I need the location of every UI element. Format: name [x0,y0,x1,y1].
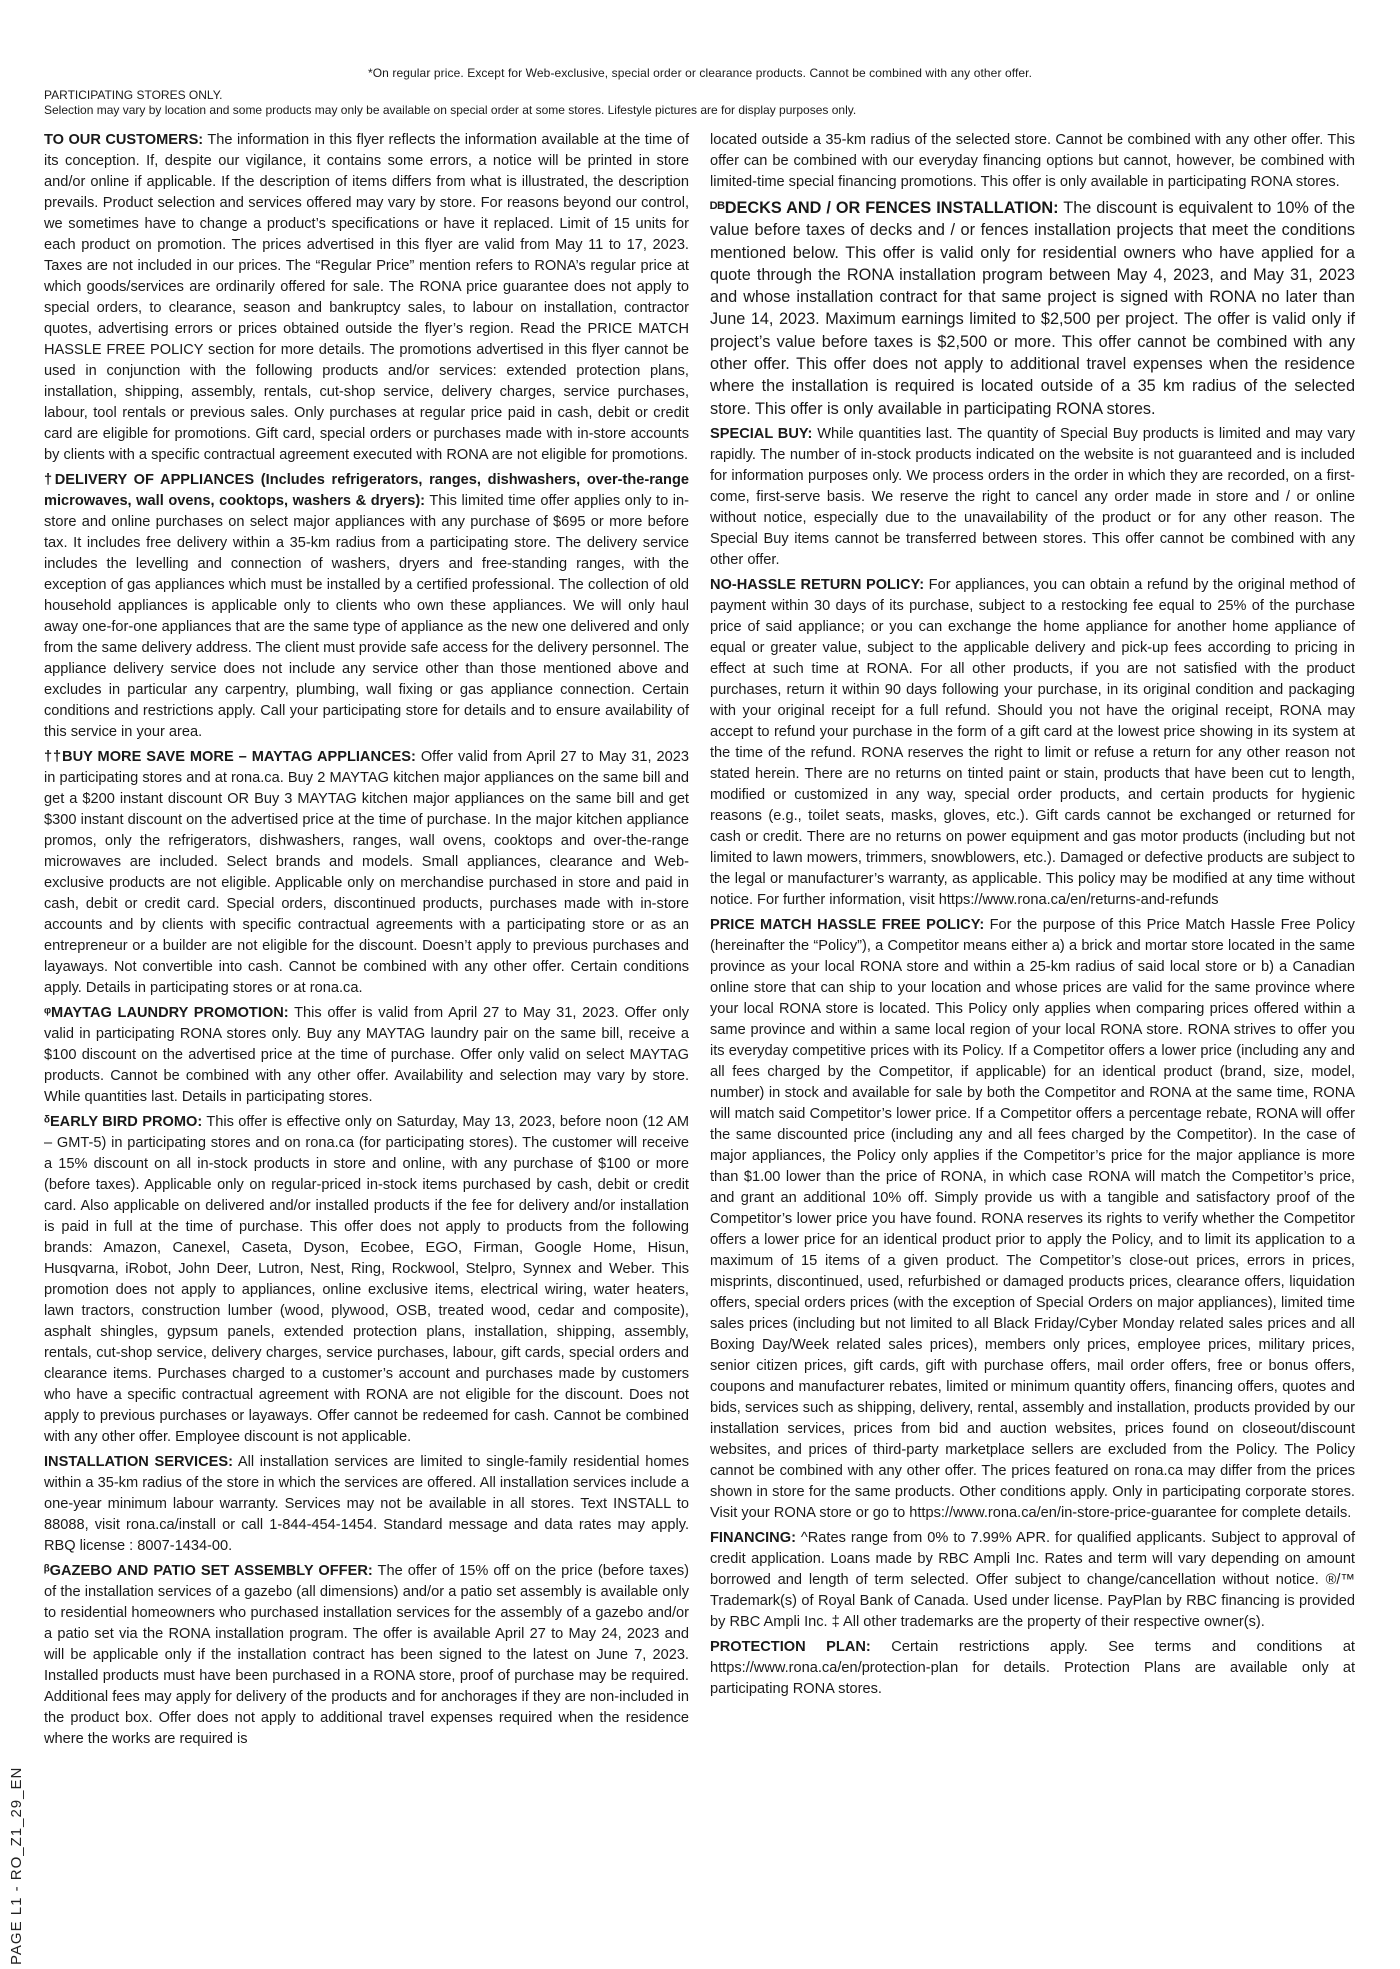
section-heading: FINANCING: [710,1529,796,1546]
section-heading: INSTALLATION SERVICES: [44,1454,233,1470]
section-maytag-laundry [44,1003,689,1108]
section-text: The offer of 15% off on the price (before taxes) of the installation services of a gazebo (all dimensions) and/or a patio set assembly is available only to residential homeowners who purchased installation services for the assembly of a gazebo and/or a patio set via the RONA installation program. The offer is available April 27 to May 24, 2023 and will be applicable only if the installation contract has been signed to the latest on June 7, 2023. Installed products must have been purchased in a RONA store, proof of purchase may be required. Additional fees may apply for delivery of the products and for anchorages if they are non-included in the product box. Offer does not apply to additional travel expenses required when the residence where the works are required is [44,1563,689,1747]
section-text: located outside a 35-km radius of the selected store. Cannot be combined with any other offer. This offer can be combined with our everyday financing options but cannot, however, be combined with limited-time special financing promotions. This offer is only available in participating RONA stores. [710,132,1355,190]
section-heading: ᵟEARLY BIRD PROMO: [44,1114,203,1130]
selection-disclaimer: Selection may vary by location and some products may only be available on special order at some stores. Lifestyle pictures are for display purposes only. [44,103,857,117]
section-text: Offer valid from April 27 to May 31, 2023 in participating stores and at rona.ca. Buy 2 MAYTAG kitchen major appliances on the same bill and get a $200 instant discount OR Buy 3 MAYTAG kitchen major appliances on the same bill and get $300 instant discount on the advertised price at the time of purchase. In the major kitchen appliance promos, only the refrigerators, dishwashers, ranges, wall ovens, cooktops and over-the-range microwaves are included. Select brands and models. Small appliances, clearance and Web-exclusive products are not eligible. Applicable only on merchandise purchased in store and paid in cash, debit or credit card. Special orders, discontinued products, purchases made with in-store accounts and by clients with specific contractual agreements with a participating store or as an entrepreneur or a builder are not eligible for the discount. Doesn’t apply to previous purchases and layaways. Not convertible into cash. Cannot be combined with any other offer. Certain conditions apply. Details in participating stores or at rona.ca. [44,749,689,996]
section-heading: PRICE MATCH HASSLE FREE POLICY: [710,916,985,933]
section-text: ^Rates range from 0% to 7.99% APR. for qualified applicants. Subject to approval of credit application. Loans made by RBC Ampli Inc. Rates and term will vary depending on amount borrowed and length of term selected. Offer subject to change/cancellation without notice. ®/™ Trademark(s) of Royal Bank of Canada. Used under license. PayPlan by RBC financing is provided by RBC Ampli Inc. ‡ All other trademarks are the property of their respective owner(s). [710,1529,1355,1630]
section-heading: SPECIAL BUY: [710,425,813,442]
section-return-policy [710,575,1355,911]
section-buy-more-save-more [44,747,689,999]
section-text: While quantities last. The quantity of Special Buy products is limited and may vary rapidly. The number of in-stock products indicated on the website is not guaranteed and is included for information purposes only. We process orders in the order in which they are recorded, on a first-come, first-serve basis. We reserve the right to cancel any order made in store and / or online without notice, especially due to the unavailability of the product or for any other reason. The Special Buy items cannot be transferred between stores. This offer cannot be combined with any other offer. [710,425,1355,568]
page-code: PAGE L1 - RO_Z1_29_EN [8,1766,25,1965]
offer-footnote: *On regular price. Except for Web-exclusive, special order or clearance products. Cannot be combined with any other offer. [367,66,1033,80]
header-notice [44,88,1364,118]
section-heading: †DELIVERY OF APPLIANCES (Includes refrigerators, ranges, dishwashers, over-the-range microwaves, wall ovens, cooktops, washers & dryers): [44,472,689,509]
section-text: The information in this flyer reflects the information available at the time of its conception. If, despite our vigilance, it contains some errors, a notice will be printed in store and/or online if applicable. If the description of items differs from what is illustrated, the description prevails. Product selection and services offered may vary by store. For reasons beyond our control, we sometimes have to change a product’s specifications or have it replaced. Limit of 15 units for each product on promotion. The prices advertised in this flyer are valid from May 11 to 17, 2023. Taxes are not included in our prices. The “Regular Price” mention refers to RONA’s regular price at which goods/services are ordinarily offered for sale. The RONA price guarantee does not apply to special orders, to clearance, season and bankruptcy sales, to labour on installation, contractor quotes, advertising errors or prices obtained outside the flyer’s region. Read the PRICE MATCH HASSLE FREE POLICY section for more details. The promotions advertised in this flyer cannot be used in conjunction with the following products and/or services: extended protection plans, installation, shipping, assembly, rentals, cut-shop service, delivery charges, service purchases, labour, tool rentals or previous sales. Only purchases at regular price paid in cash, debit or credit card are eligible for promotions. Gift card, special orders or purchases made with in-store accounts by clients with a specific contractual agreement executed with RONA are not eligible for promotions. [44,132,689,463]
section-heading: ᵠMAYTAG LAUNDRY PROMOTION: [44,1005,289,1021]
section-text: The discount is equivalent to 10% of the value before taxes of decks and / or fences installation projects that meet the conditions mentioned below. This offer is valid only for residential owners who have applied for a quote through the RONA installation program between May 4, 2023, and May 31, 2023 and whose installation contract for that same project is signed with RONA no later than June 14, 2023. Maximum earnings limited to $2,500 per project. The offer is valid only if project’s value before taxes is $2,500 or more. This offer cannot be combined with any other offer. This offer does not apply to additional travel expenses when the residence where the installation is required is located outside of a 35 km radius of the selected store. This offer is only available in participating RONA stores. [710,199,1356,418]
section-text: For appliances, you can obtain a refund by the original method of payment within 30 days of its purchase, subject to a restocking fee equal to 25% of the purchase price of said appliance; or you can exchange the home appliance for another home appliance of equal or greater value, subject to the applicable delivery and pick-up fees according to pricing in effect at such time at RONA. For all other products, if you are not satisfied with the product purchases, return it within 90 days following your purchase, in its original condition and packaging with your original receipt for a full refund. Should you not have the original receipt, RONA may accept to refund your purchase in the form of a gift card at the lowest price showing in its system at the time of the refund. RONA reserves the right to limit or refuse a return for any other reason not stated herein. There are no returns on tinted paint or stain, products that have been cut to length, modified or customized in any way, special order products, and certain products for hygienic reasons (e.g., toilet seats, masks, gloves, etc.). Gift cards cannot be exchanged or returned for cash or credit. There are no returns on power equipment and gas motor products (including but not limited to lawn mowers, trimmers, snowblowers, etc.). Damaged or defective products are subject to the legal or manufacturer’s warranty, as applicable. This policy may be modified at any time without notice. For further information, visit https://www.rona.ca/en/returns-and-refunds [710,576,1356,908]
section-text: All installation services are limited to single-family residential homes within a 35-km radius of the store in which the services are offered. All installation services include a one-year minimum labour warranty. Services may not be available in all stores. Text INSTALL to 88088, visit rona.ca/install or call 1-844-454-1454. Standard message and data rates may apply. RBQ license : 8007-1434-00. [44,1454,690,1554]
section-text: This offer is valid from April 27 to May 31, 2023. Offer only valid in participating RONA stores only. Buy any MAYTAG laundry pair on the same bill, receive a $100 discount on the advertised price at the time of purchase. Offer only valid on select MAYTAG products. Cannot be combined with any other offer. Availability and selection may vary by store. While quantities last. Details in participating stores. [44,1005,689,1105]
section-protection-plan [710,1637,1355,1700]
section-heading: ᴰᴮDECKS AND / OR FENCES INSTALLATION: [710,199,1059,217]
left-column [44,130,689,1754]
section-heading: PROTECTION PLAN: [710,1638,871,1655]
section-heading: ᵝGAZEBO AND PATIO SET ASSEMBLY OFFER: [44,1563,373,1579]
section-decks-fences [710,197,1355,420]
section-early-bird [44,1112,689,1448]
section-gazebo-assembly [44,1561,689,1750]
section-financing [710,1528,1355,1633]
section-text: Certain restrictions apply. See terms and conditions at https://www.rona.ca/en/protection-plan for details. Protection Plans are available only at participating RONA stores. [710,1638,1355,1697]
section-installation-services [44,1452,689,1557]
section-to-our-customers [44,130,689,466]
section-heading: ††BUY MORE SAVE MORE – MAYTAG APPLIANCES: [44,749,416,765]
section-text: This offer is effective only on Saturday, May 13, 2023, before noon (12 AM – GMT-5) in participating stores and on rona.ca (for participating stores). The customer will receive a 15% discount on all in-stock products in store and online, with any purchase of $100 or more (before taxes). Applicable only on regular-priced in-stock items purchased by cash, debit or credit card. Also applicable on delivered and/or installed products if the fee for delivery and/or installation is paid in full at the time of purchase. This offer does not apply to products from the following brands: Amazon, Canexel, Caseta, Dyson, Ecobee, EGO, Firman, Google Home, Hisun, Husqvarna, iRobot, John Deer, Lutron, Nest, Ring, Rockwool, Stelpro, Synnex and Weber. This promotion does not apply to appliances, online exclusive items, electrical wiring, water heaters, lawn tractors, construction lumber (wood, plywood, OSB, treated wood, cedar and composite), asphalt shingles, gypsum panels, extended protection plans, installation, shipping, assembly, rentals, cut-shop service, delivery charges, service purchases, labour, gift cards, special orders and clearance items. Purchases charged to a customer’s account and purchases made by customers who have a specific contractual agreement with RONA are not eligible for the discount. Does not apply to previous purchases or layaways. Offer cannot be redeemed for cash. Cannot be combined with any other offer. Employee discount is not applicable. [44,1114,689,1445]
section-special-buy [710,424,1355,571]
section-delivery-of-appliances [44,470,689,743]
section-heading: TO OUR CUSTOMERS: [44,132,204,148]
right-column [710,130,1355,1704]
participating-stores-note: PARTICIPATING STORES ONLY. [44,88,223,102]
section-text: For the purpose of this Price Match Hassle Free Policy (hereinafter the “Policy”), a Competitor means either a) a brick and mortar store located in the same province as your local RONA store and within a 25-km radius of said local store or b) a Canadian online store that can ship to your location and whose prices are valid for the same province where your local RONA store is located. This Policy only applies when comparing prices offered within a same province and within a same local region of your local RONA store. RONA strives to offer you its everyday competitive prices with its Policy. If a Competitor offers a lower price (including any and all fees charged by the Competitor, if applicable) for an identical product (brand, size, model, number) in stock and available for sale by both the Competitor and RONA at the same time, RONA will match said Competitor’s lower price. If a Competitor offers a percentage rebate, RONA will offer the same discounted price (including any and all fees charged by the Competitor). In the case of major appliances, the Policy only applies if the Competitor’s price for the major appliance is more than $1.00 lower than the price of RONA, in which case RONA will match the Competitor’s price, and grant an additional 10% off. Simply provide us with a tangible and satisfactory proof of the Competitor’s lower price you have found. RONA reserves its rights to verify whether the Competitor offers a lower price for an identical product prior to apply the Policy, and to limit its application to a maximum of 15 items of a given product. The Competitor’s close-out prices, errors in prices, misprints, discontinued, used, refurbished or damaged products prices, clearance offers, liquidation offers, special orders prices (with the exception of Special Orders on major appliances), limited time sales prices (including but not limited to all Black Friday/Cyber Monday related sales prices and all Boxing Day/Week related sales prices), members only prices, employee prices, military prices, senior citizen prices, gift cards, gift with purchase offers, mail order offers, free or bonus offers, coupons and manufacturer rebates, limited or minimum quantity offers, financing offers, quotes and bids, services such as shipping, delivery, rental, assembly and installation, products provided by our installation services, prices from bid and auction websites, prices found on closeout/discount websites, and prices of third-party marketplace sellers are excluded from the Policy. The Policy cannot be combined with any other offer. The prices featured on rona.ca may differ from the prices shown in store for the same products. Other conditions apply. Only in participating corporate stores. Visit your RONA store or go to https://www.rona.ca/en/in-store-price-guarantee for complete details. [710,916,1355,1521]
section-heading: NO-HASSLE RETURN POLICY: [710,576,925,593]
section-gazebo-continued [710,130,1355,193]
section-text: This limited time offer applies only to in-store and online purchases on select major appliances with any purchase of $695 or more before tax. It includes free delivery within a 35-km radius from a participating store. The delivery service includes the levelling and connection of washers, dryers and free-standing ranges, with the exception of gas appliances which must be installed by a certified professional. The collection of old household appliances is applicable only to clients who own these appliances. We will only haul away one-for-one appliances that are the same type of appliance as the new one delivered and only from the same delivery address. The client must provide safe access for the delivery personnel. The appliance delivery service does not include any service other than those mentioned above and excludes in particular any carpentry, plumbing, wall fixing or gas appliance connection. Certain conditions and restrictions apply. Call your participating store for details and to ensure availability of this service in your area. [44,493,689,740]
section-price-match [710,915,1355,1524]
